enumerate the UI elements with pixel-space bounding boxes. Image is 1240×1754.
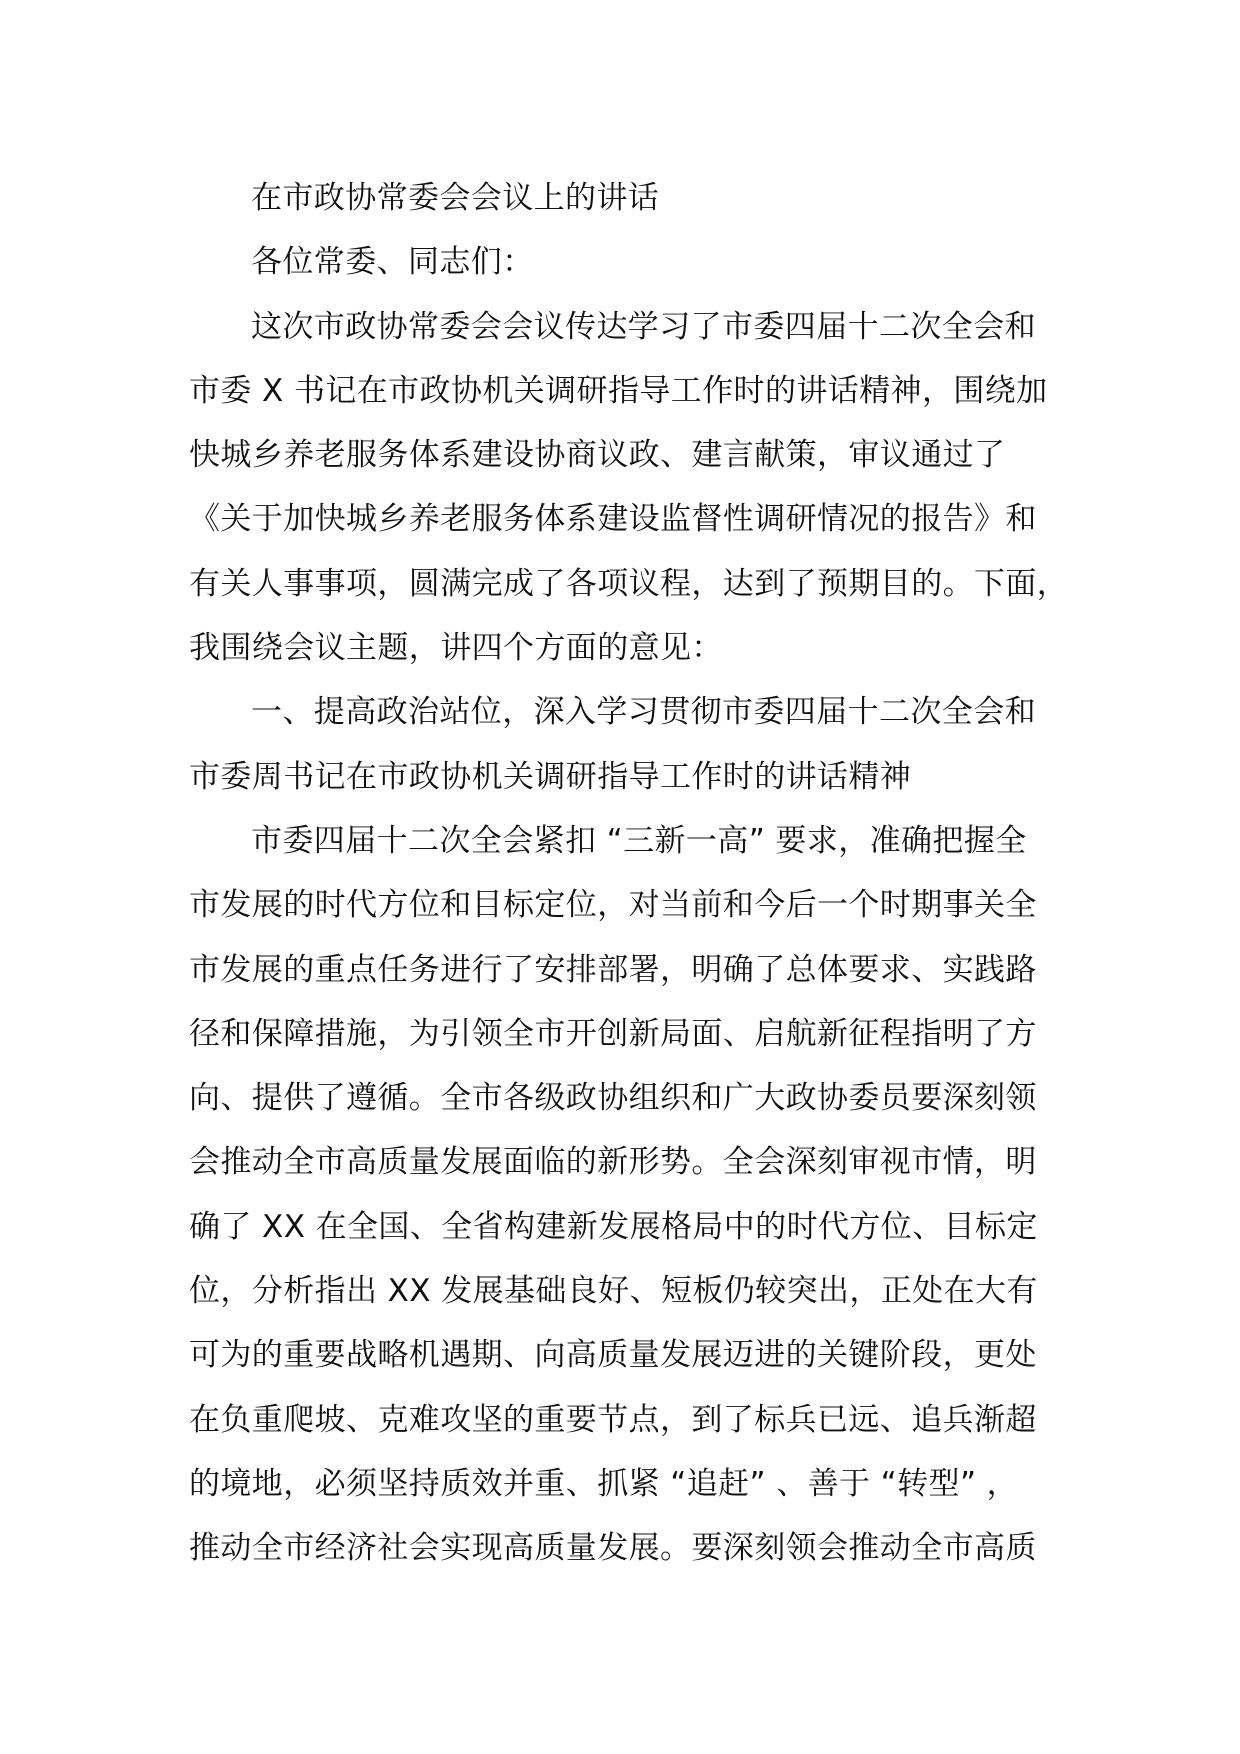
section-heading-line: 市委周书记在市政协机关调研指导工作时的讲话精神 [189, 758, 912, 795]
paragraph-1-line: 快城乡养老服务体系建设协商议政、建言献策，审议通过了 [189, 437, 1006, 474]
paragraph-1-line: 我围绕会议主题，讲四个方面的意见： [189, 630, 723, 667]
paragraph-1-line: 《关于加快城乡养老服务体系建设监督性调研情况的报告》和 [189, 501, 1037, 538]
speech-title: 在市政协常委会会议上的讲话 [251, 180, 660, 216]
salutation: 各位常委、同志们： [251, 244, 534, 281]
paragraph-2-line: 可为的重要战略机遇期、向高质量发展迈进的关键阶段，更处 [189, 1337, 1037, 1374]
paragraph-2-line: 的境地，必须坚持质效并重、抓紧 “追赶” 、善于 “转型” ， [189, 1465, 1019, 1502]
paragraph-1-line: 市委 X 书记在市政协机关调研指导工作时的讲话精神，围绕加 [189, 372, 1048, 409]
paragraph-2-line: 位，分析指出 XX 发展基础良好、短板仍较突出，正处在大有 [189, 1273, 1038, 1310]
paragraph-2-line: 径和保障措施，为引领全市开创新局面、启航新征程指明了方 [189, 1015, 1037, 1052]
paragraph-1-line: 有关人事事项，圆满完成了各项议程，达到了预期目的。下面， [189, 565, 1069, 602]
paragraph-2-line: 市发展的时代方位和目标定位，对当前和今后一个时期事关全 [189, 887, 1037, 924]
section-heading-line: 一、提高政治站位，深入学习贯彻市委四届十二次全会和 [251, 694, 1036, 731]
document-body [189, 166, 1089, 1581]
paragraph-1-line: 这次市政协常委会会议传达学习了市委四届十二次全会和 [251, 308, 1036, 345]
paragraph-2-line: 会推动全市高质量发展面临的新形势。全会深刻审视市情，明 [189, 1144, 1037, 1181]
paragraph-2-line: 市发展的重点任务进行了安排部署，明确了总体要求、实践路 [189, 951, 1037, 988]
paragraph-2-line: 市委四届十二次全会紧扣 “三新一高” 要求，准确把握全 [251, 822, 1027, 859]
paragraph-2-line: 确了 XX 在全国、全省构建新发展格局中的时代方位、目标定 [189, 1208, 1038, 1245]
paragraph-2-line: 向、提供了遵循。全市各级政协组织和广大政协委员要深刻领 [189, 1080, 1037, 1117]
paragraph-2-line: 推动全市经济社会实现高质量发展。要深刻领会推动全市高质 [189, 1530, 1037, 1567]
paragraph-2-line: 在负重爬坡、克难攻坚的重要节点，到了标兵已远、追兵渐超 [189, 1401, 1037, 1438]
